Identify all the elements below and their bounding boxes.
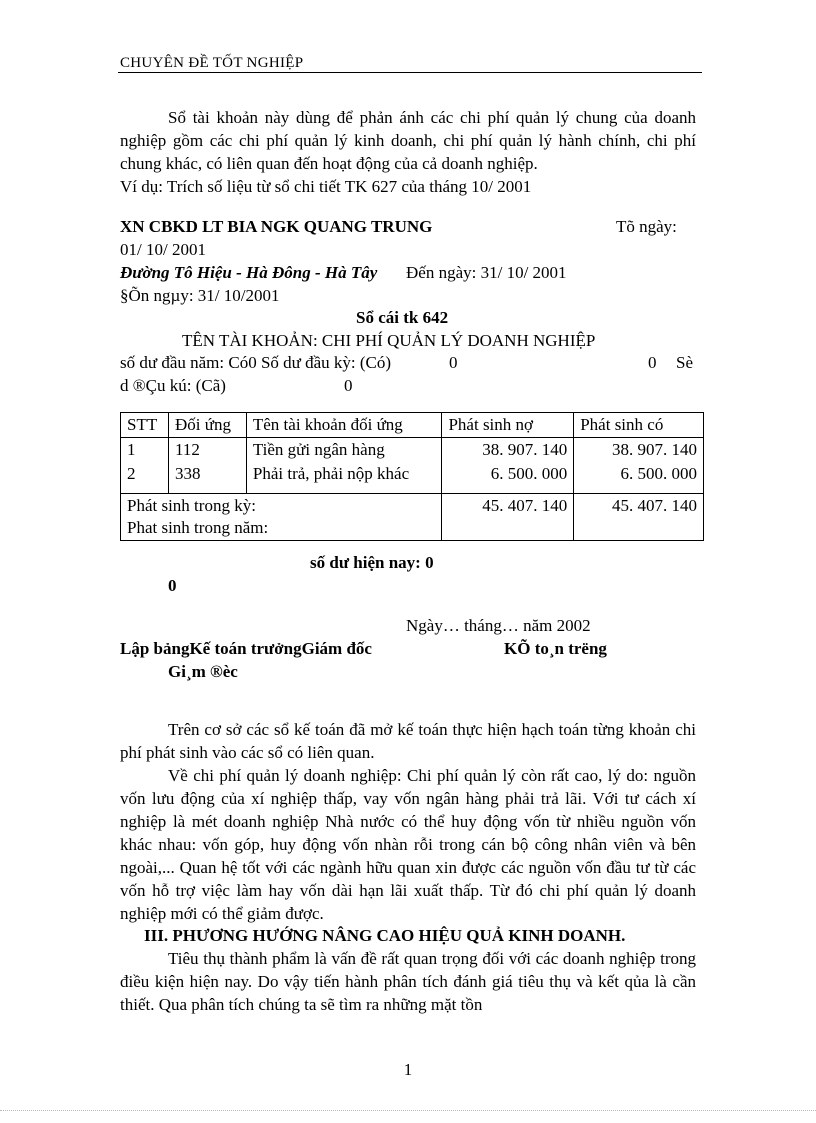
period-balance-label: d ®Çu kú: (Cã) bbox=[120, 376, 226, 395]
column-header: Phát sinh nợ bbox=[442, 413, 574, 438]
table-cell: 6. 500. 000 bbox=[442, 462, 574, 494]
body-paragraph-3: Tiêu thụ thành phẩm là vấn đề rất quan trọng đối với các doanh nghiệp trong điều kiện hiện nay. Do vậy tiến hành phân tích đánh giá tiêu thụ và kết qủa là cần thiết. Qua phân tích chúng ta sẽ tìm ra những mặt tồn bbox=[120, 949, 696, 1014]
table-cell: 6. 500. 000 bbox=[574, 462, 704, 494]
example-line: Ví dụ: Trích số liệu từ sổ chi tiết TK 627 của tháng 10/ 2001 bbox=[120, 177, 532, 196]
table-row bbox=[121, 438, 704, 463]
account-name: TÊN TÀI KHOẢN: CHI PHÍ QUẢN LÝ DOANH NGHIỆP bbox=[182, 331, 596, 350]
opening-balance-value-2: 0 bbox=[648, 353, 657, 372]
table-cell: 38. 907. 140 bbox=[574, 438, 704, 463]
column-header: Phát sinh có bbox=[574, 413, 704, 438]
intro-paragraph: Sổ tài khoản này dùng để phản ánh các chi phí quản lý chung của doanh nghiệp gồm các chi phí quản lý kinh doanh, chi phí quản lý hành chính, chi phí chung khác, có liên quan đến hoạt động của cả doanh nghiệp. bbox=[120, 108, 696, 173]
balance-label-garbled: Sè bbox=[676, 353, 693, 372]
signers-line: Lập bảngKế toán trưởngGiám đốc bbox=[120, 639, 372, 658]
summary-credit: 45. 407. 140 bbox=[574, 494, 704, 541]
page-number: 1 bbox=[403, 1060, 413, 1079]
section-heading: III. PHƯƠNG HƯỚNG NÂNG CAO HIỆU QUẢ KINH DOANH. bbox=[144, 926, 626, 945]
column-header: Tên tài khoản đối ứng bbox=[246, 413, 442, 438]
company-address: Đường Tô Hiệu - Hà Đông - Hà Tây bbox=[120, 263, 378, 282]
signers-garbled: KÕ to¸n trëng bbox=[504, 639, 607, 658]
date-line: Ngày… tháng… năm 2002 bbox=[406, 616, 591, 635]
summary-debit: 45. 407. 140 bbox=[442, 494, 574, 541]
company-name: XN CBKD LT BIA NGK QUANG TRUNG bbox=[120, 217, 433, 236]
current-balance: số dư hiện nay: 0 bbox=[310, 553, 434, 572]
period-balance-value: 0 bbox=[344, 376, 353, 395]
table-cell: 1 bbox=[121, 438, 169, 463]
table-cell: 112 bbox=[168, 438, 246, 463]
table-cell: 338 bbox=[168, 462, 246, 494]
summary-labels bbox=[121, 494, 442, 541]
table-cell: 38. 907. 140 bbox=[442, 438, 574, 463]
body-paragraph-1: Trên cơ sở các sổ kế toán đã mở kế toán thực hiện hạch toán từng khoản chi phí phát sinh vào các sổ có liên quan. bbox=[120, 720, 696, 762]
summary-label-period: Phát sinh trong kỳ: bbox=[127, 496, 256, 515]
column-header: STT bbox=[121, 413, 169, 438]
to-date: Đến ngày: 31/ 10/ 2001 bbox=[406, 263, 567, 282]
signers-garbled-2: Gi¸m ®èc bbox=[168, 662, 238, 681]
table-summary-row bbox=[121, 494, 704, 541]
body-paragraph-2: Về chi phí quản lý doanh nghiệp: Chi phí quản lý còn rất cao, lý do: nguồn vốn lưu động của xí nghiệp thấp, vay vốn ngân hàng phải trả lãi. Với tư cách xí nghiệp là mét doanh nghiệp Nhà nước có thể huy động vốn từ nhiều nguồn vốn khác nhau: vốn góp, huy động vốn nhàn rỗi trong cán bộ công nhân viên và bên ngoài,... Quan hệ tốt với các ngành hữu quan xin được các nguồn vốn đầu tư từ các vốn hỗ trợ việc làm hay vốn dài hạn lãi xuất thấp. Từ đó chi phí quản lý doanh nghiệp mới có thể giảm được. bbox=[120, 766, 696, 923]
opening-balance-value: 0 bbox=[449, 353, 458, 372]
summary-label-year: Phat sinh trong năm: bbox=[127, 518, 269, 537]
header-rule bbox=[118, 72, 702, 73]
column-header: Đối ứng bbox=[168, 413, 246, 438]
table-cell: Tiền gửi ngân hàng bbox=[246, 438, 442, 463]
current-balance-zero: 0 bbox=[168, 576, 177, 595]
table-cell: Phải trả, phải nộp khác bbox=[246, 462, 442, 494]
table-header-row bbox=[121, 413, 704, 438]
page-header: CHUYÊN ĐỀ TỐT NGHIỆP bbox=[120, 55, 304, 71]
ledger-table bbox=[120, 412, 704, 541]
from-date: 01/ 10/ 2001 bbox=[120, 240, 206, 259]
ledger-title: Sổ cái tk 642 bbox=[356, 308, 449, 327]
opening-balance: số dư đầu năm: Có0 Số dư đầu kỳ: (Có) bbox=[120, 353, 392, 372]
from-date-label: Tõ ngày: bbox=[616, 217, 677, 236]
page-bottom-rule bbox=[0, 1110, 816, 1111]
open-date: §Õn ngµy: 31/ 10/2001 bbox=[120, 286, 280, 305]
table-row bbox=[121, 462, 704, 494]
table-cell: 2 bbox=[121, 462, 169, 494]
